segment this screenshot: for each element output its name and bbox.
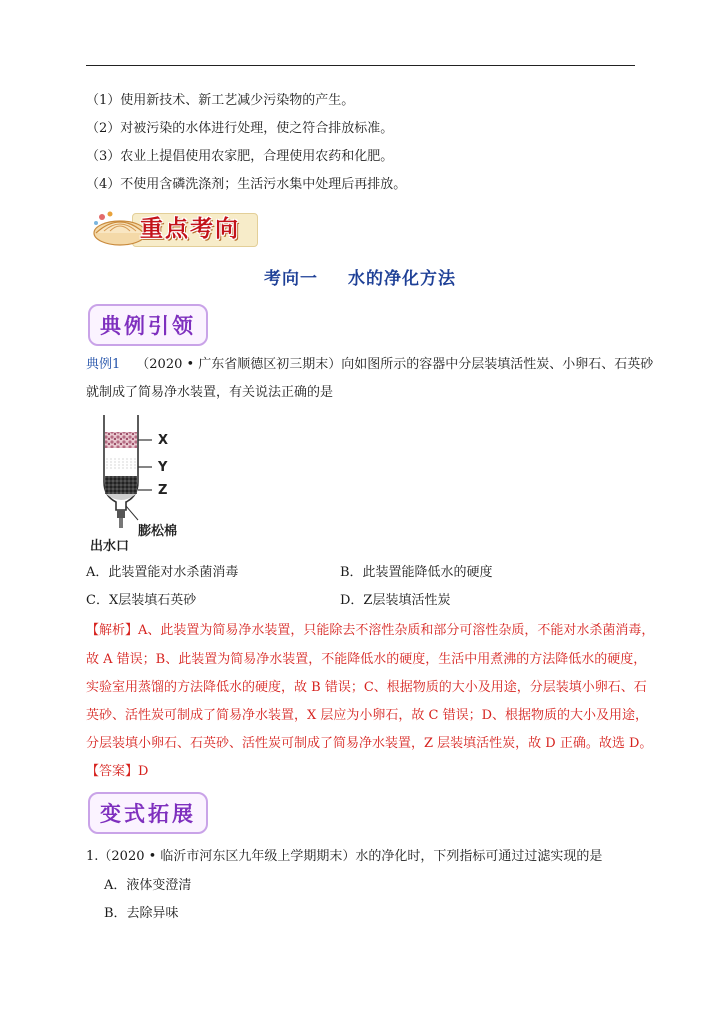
- option-a: A．此装置能对水杀菌消毒: [86, 565, 239, 580]
- intro-item-3: （3）农业上提倡使用农家肥，合理使用农药和化肥。: [86, 149, 394, 164]
- practice-question: 1.（2020 • 临沂市河东区九年级上学期期末）水的净化时，下列指标可通过过滤实现的是: [86, 849, 603, 864]
- option-c: C．X层装填石英砂: [86, 593, 197, 608]
- analysis-line-1: 【解析】A、此装置为简易净水装置，只能除去不溶性杂质和部分可溶性杂质，不能对水杀菌消毒，: [86, 623, 655, 638]
- practice-tag: [88, 792, 208, 834]
- example-tag-label: 典例引领: [100, 314, 196, 338]
- intro-item-4: （4）不使用含磷洗涤剂；生活污水集中处理后再排放。: [86, 177, 407, 192]
- practice-tag-label: 变式拓展: [100, 802, 196, 826]
- practice-option-a: A．液体变澄清: [104, 878, 192, 893]
- section-title: [0, 264, 720, 289]
- label-cotton: 膨松棉: [138, 524, 178, 539]
- intro-item-2: （2）对被污染的水体进行处理，使之符合排放标准。: [86, 121, 394, 136]
- section-label: 考向一: [264, 269, 318, 289]
- label-y: Y: [158, 460, 168, 475]
- banner-title: 重点考向: [140, 216, 240, 242]
- header-rule: [86, 65, 635, 66]
- example-text-1: （2020 • 广东省顺德区初三期末）向如图所示的容器中分层装填活性炭、小卵石、石英砂: [136, 357, 654, 372]
- option-b: B．此装置能降低水的硬度: [340, 565, 493, 580]
- answer-line: 【答案】D: [86, 764, 149, 779]
- example-tag: [88, 304, 208, 346]
- analysis-line-3: 实验室用蒸馏的方法降低水的硬度，故 B 错误；C、根据物质的大小及用途，分层装填小卵石、石: [86, 680, 647, 695]
- analysis-line-4: 英砂、活性炭可制成了简易净水装置，X 层应为小卵石，故 C 错误；D、根据物质的大小及用途，: [86, 708, 649, 723]
- label-z: Z: [158, 483, 168, 498]
- analysis-line-2: 故 A 错误；B、此装置为简易净水装置，不能降低水的硬度，生活中用煮沸的方法降低水的硬度，: [86, 652, 647, 667]
- intro-item-1: （1）使用新技术、新工艺减少污染物的产生。: [86, 93, 355, 108]
- water-purifier-figure: [86, 410, 206, 555]
- label-x: X: [158, 433, 169, 448]
- option-d: D．Z层装填活性炭: [340, 593, 451, 608]
- example-label: 典例1: [86, 357, 121, 372]
- analysis-line-5: 分层装填小卵石、石英砂、活性炭可制成了简易净水装置，Z 层装填活性炭，故 D 正确。故选 D。: [86, 736, 653, 751]
- key-points-banner: [90, 207, 260, 249]
- section-name: 水的净化方法: [348, 269, 456, 289]
- example-line-2: 就制成了简易净水装置，有关说法正确的是: [86, 385, 334, 400]
- example-line-1: [86, 356, 653, 374]
- practice-option-b: B．去除异味: [104, 906, 179, 921]
- label-outlet: 出水口: [90, 539, 130, 554]
